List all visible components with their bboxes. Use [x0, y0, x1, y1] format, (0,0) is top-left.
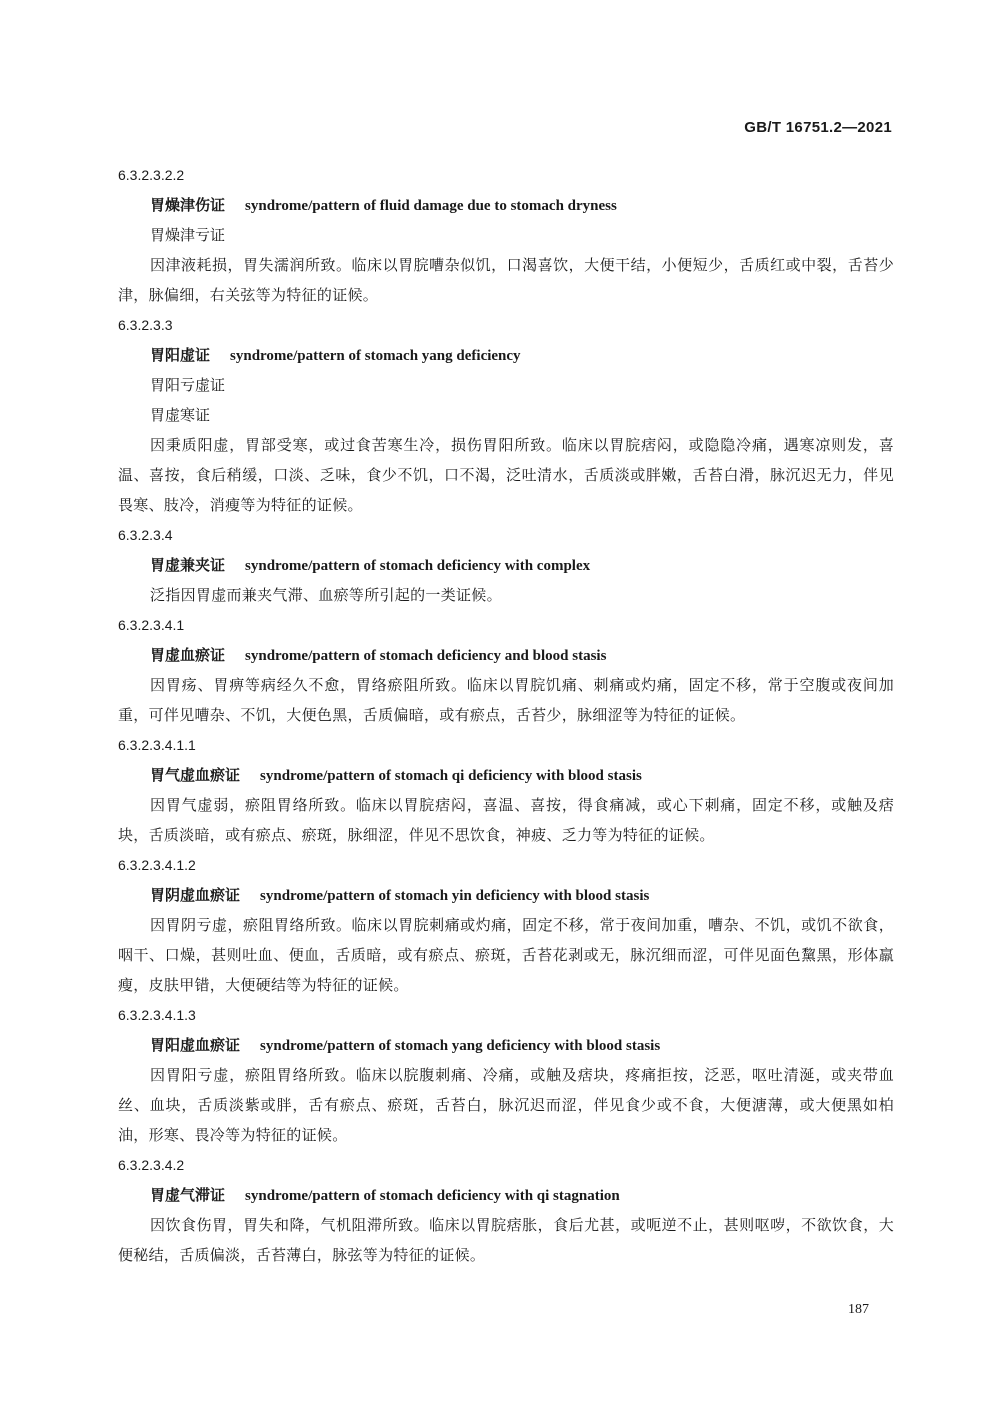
term-chinese: 胃阳虚证	[150, 346, 211, 364]
entry-definition: 泛指因胃虚而兼夹气滞、血瘀等所引起的一类证候。	[150, 586, 502, 604]
standard-code: GB/T 16751.2—2021	[744, 119, 892, 136]
entry-term	[118, 1180, 894, 1210]
term-chinese: 胃虚兼夹证	[150, 556, 226, 574]
term-english: syndrome/pattern of stomach deficiency and blood stasis	[245, 648, 607, 664]
term-english: syndrome/pattern of fluid damage due to stomach dryness	[245, 198, 617, 214]
entry-term	[118, 550, 894, 580]
entry-definition: 因胃疡、胃痹等病经久不愈，胃络瘀阻所致。临床以胃脘饥痛、刺痛或灼痛，固定不移，常于空腹或夜间加重，可伴见嘈杂、不饥，大便色黑，舌质偏暗，或有瘀点，舌苔少，脉细涩等为特征的证候。	[118, 676, 894, 724]
term-english: syndrome/pattern of stomach yang deficiency	[230, 348, 521, 364]
entry-term	[118, 640, 894, 670]
entry-number: 6.3.2.3.4.1	[118, 617, 185, 633]
page-number: 187	[848, 1302, 869, 1317]
entry-term	[118, 760, 894, 790]
entry-number: 6.3.2.3.4.1.3	[118, 1007, 196, 1023]
entry-definition: 因饮食伤胃，胃失和降，气机阻滞所致。临床以胃脘痞胀，食后尤甚，或呃逆不止，甚则呕哕，不欲饮食，大便秘结，舌质偏淡，舌苔薄白，脉弦等为特征的证候。	[118, 1216, 894, 1264]
term-english: syndrome/pattern of stomach yin deficiency with blood stasis	[260, 888, 650, 904]
entry-number: 6.3.2.3.2.2	[118, 167, 185, 183]
entry-term	[118, 340, 894, 370]
entry-definition: 因胃气虚弱，瘀阻胃络所致。临床以胃脘痞闷，喜温、喜按，得食痛减，或心下刺痛，固定不移，或触及痞块，舌质淡暗，或有瘀点、瘀斑，脉细涩，伴见不思饮食，神疲、乏力等为特征的证候。	[118, 796, 894, 844]
term-english: syndrome/pattern of stomach yang deficiency with blood stasis	[260, 1038, 661, 1054]
entry-term	[118, 1030, 894, 1060]
term-english: syndrome/pattern of stomach deficiency with complex	[245, 558, 591, 574]
entry-number: 6.3.2.3.4.1.1	[118, 737, 196, 753]
entry-term	[118, 880, 894, 910]
entry-definition: 因胃阴亏虚，瘀阻胃络所致。临床以胃脘刺痛或灼痛，固定不移，常于夜间加重，嘈杂、不饥，或饥不欲食，咽干、口燥，甚则吐血、便血，舌质暗，或有瘀点、瘀斑，舌苔花剥或无，脉沉细而涩，可伴见面色黧黑，形体羸瘦，皮肤甲错，大便硬结等为特征的证候。	[118, 916, 894, 994]
entry-synonym: 胃燥津亏证	[150, 226, 226, 244]
document-body	[118, 160, 894, 1270]
term-english: syndrome/pattern of stomach qi deficiency with blood stasis	[260, 768, 642, 784]
entry-synonym: 胃阳亏虚证	[150, 376, 226, 394]
term-chinese: 胃阴虚血瘀证	[150, 886, 241, 904]
entry-term	[118, 190, 894, 220]
entry-number: 6.3.2.3.4	[118, 527, 173, 543]
entry-number: 6.3.2.3.4.2	[118, 1157, 185, 1173]
term-chinese: 胃燥津伤证	[150, 196, 226, 214]
term-chinese: 胃虚气滞证	[150, 1186, 226, 1204]
term-chinese: 胃气虚血瘀证	[150, 766, 241, 784]
entry-number: 6.3.2.3.4.1.2	[118, 857, 196, 873]
entry-synonym: 胃虚寒证	[150, 406, 211, 424]
entry-definition: 因胃阳亏虚，瘀阻胃络所致。临床以脘腹刺痛、冷痛，或触及痞块，疼痛拒按，泛恶，呕吐清涎，或夹带血丝、血块，舌质淡紫或胖，舌有瘀点、瘀斑，舌苔白，脉沉迟而涩，伴见食少或不食，大便溏薄，或大便黑如柏油，形寒、畏冷等为特征的证候。	[118, 1066, 894, 1144]
term-chinese: 胃虚血瘀证	[150, 646, 226, 664]
entry-definition: 因津液耗损，胃失濡润所致。临床以胃脘嘈杂似饥，口渴喜饮，大便干结，小便短少，舌质红或中裂，舌苔少津，脉偏细，右关弦等为特征的证候。	[118, 256, 894, 304]
term-chinese: 胃阳虚血瘀证	[150, 1036, 241, 1054]
term-english: syndrome/pattern of stomach deficiency with qi stagnation	[245, 1188, 620, 1204]
entry-definition: 因秉质阳虚，胃部受寒，或过食苦寒生冷，损伤胃阳所致。临床以胃脘痞闷，或隐隐冷痛，遇寒凉则发，喜温、喜按，食后稍缓，口淡、乏味，食少不饥，口不渴，泛吐清水，舌质淡或胖嫩，舌苔白滑，脉沉迟无力，伴见畏寒、肢冷，消瘦等为特征的证候。	[118, 436, 894, 514]
entry-number: 6.3.2.3.3	[118, 317, 173, 333]
